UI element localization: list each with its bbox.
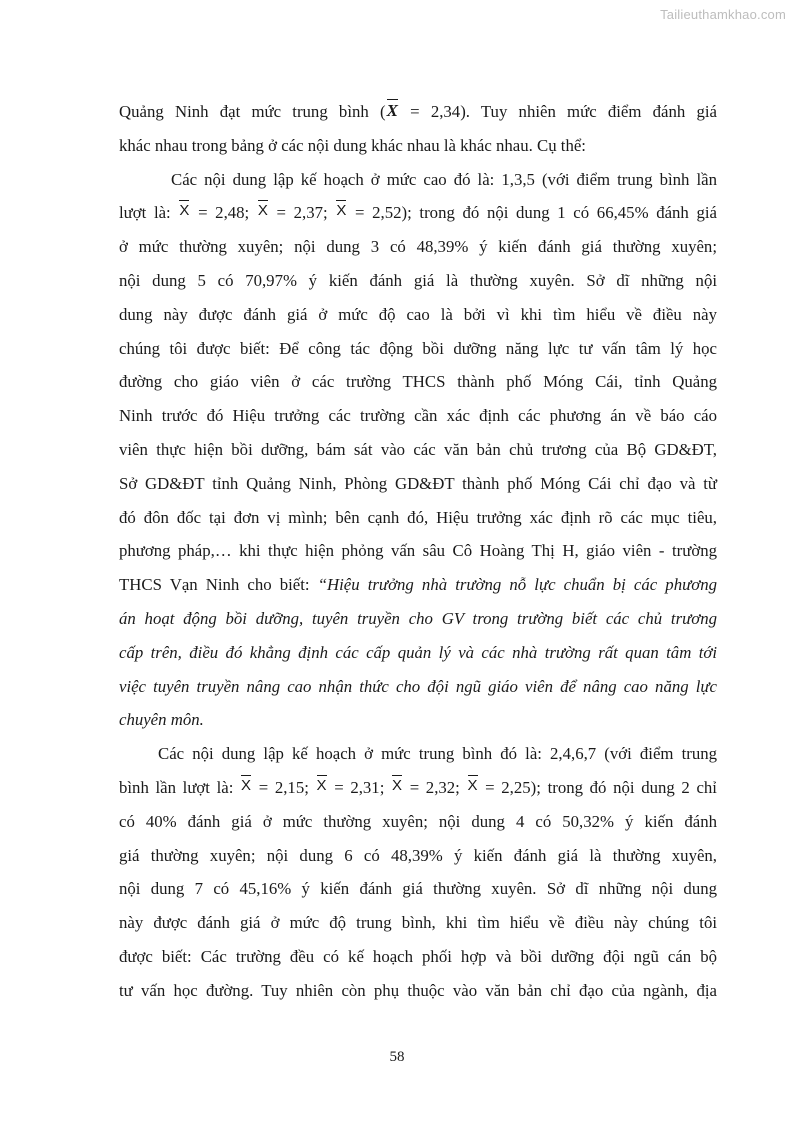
mean-symbol: X [241, 776, 252, 794]
text-line: có 40% đánh giá ở mức thường xuyên; nội dung 4 có 50,32% ý kiến đánh [119, 811, 717, 831]
text-line: chúng tôi được biết: Để công tác động bồi dưỡng năng lực tư vấn tâm lý học [119, 338, 717, 358]
text-segment: = 2,31; [327, 777, 392, 797]
mean-symbol: X [386, 101, 398, 120]
text-line: nội dung 5 có 70,97% ý kiến đánh giá là thường xuyên. Sở dĩ những nội [119, 270, 717, 290]
text-line: được biết: Các trường đều có kế hoạch phối hợp và bồi dưỡng đội ngũ cán bộ [119, 946, 717, 966]
text-segment: = 2,32; [403, 777, 467, 797]
mean-symbol: X [467, 776, 478, 794]
text-line: Ninh trước đó Hiệu trưởng các trường cần xác định các phương án về báo cáo [119, 406, 717, 426]
quote-line: việc tuyên truyền nâng cao nhận thức cho đội ngũ giáo viên để nâng cao năng lực [119, 676, 717, 696]
text-line: tư vấn học đường. Tuy nhiên còn phụ thuộc vào văn bản chỉ đạo của ngành, địa [119, 980, 717, 1000]
text-segment: = 2,34). Tuy nhiên mức điểm đánh giá [398, 102, 717, 121]
text-line: Sở GD&ĐT tỉnh Quảng Ninh, Phòng GD&ĐT thành phố Móng Cái chỉ đạo và từ [119, 473, 717, 493]
quote-line: chuyên môn. [119, 710, 204, 730]
text-line: Các nội dung lập kế hoạch ở mức trung bình đó là: 2,4,6,7 (với điểm trung [158, 744, 717, 764]
text-segment: = 2,48; [190, 203, 257, 223]
text-line: ở mức thường xuyên; nội dung 3 có 48,39% ý kiến đánh giá thường xuyên; [119, 237, 717, 257]
text-line: Các nội dung lập kế hoạch ở mức cao đó là: 1,3,5 (với điểm trung bình lần [171, 169, 717, 189]
text-line: phương pháp,… khi thực hiện phỏng vấn sâu Cô Hoàng Thị H, giáo viên - trường [119, 541, 717, 561]
text-segment: bình lần lượt là: [119, 777, 241, 797]
text-line [119, 196, 717, 230]
text-segment: = 2,15; [252, 777, 316, 797]
text-line [119, 771, 717, 805]
text-line: khác nhau trong bảng ở các nội dung khác nhau là khác nhau. Cụ thể: [119, 135, 586, 155]
text-line [119, 95, 717, 129]
quote-segment: “Hiệu trưởng nhà trường nỗ lực chuẩn bị các phương [317, 575, 717, 595]
text-line: đường cho giáo viên ở các trường THCS thành phố Móng Cái, tỉnh Quảng [119, 372, 717, 392]
watermark-text: Tailieuthamkhao.com [660, 7, 786, 22]
text-line: viên thực hiện bồi dưỡng, bám sát vào các văn bản chủ trương của Bộ GD&ĐT, [119, 439, 717, 459]
mean-symbol: X [257, 202, 268, 220]
document-body [119, 95, 717, 1008]
mean-symbol: X [392, 776, 403, 794]
text-segment: Quảng Ninh đạt mức trung bình ( [119, 102, 386, 121]
text-segment: = 2,25); trong đó nội dung 2 chỉ [478, 777, 717, 797]
text-line: dung này được đánh giá ở mức độ cao là bởi vì khi tìm hiểu về điều này [119, 304, 717, 324]
text-segment: lượt là: [119, 203, 179, 223]
text-segment: = 2,52); trong đó nội dung 1 có 66,45% đánh giá [347, 203, 717, 223]
text-line: nội dung 7 có 45,16% ý kiến đánh giá thường xuyên. Sở dĩ những nội dung [119, 879, 717, 899]
text-segment: THCS Vạn Ninh cho biết: [119, 575, 318, 595]
mean-symbol: X [336, 202, 347, 220]
text-line: này được đánh giá ở mức độ trung bình, khi tìm hiểu về điều này chúng tôi [119, 913, 717, 933]
quote-line: án hoạt động bồi dưỡng, tuyên truyền cho GV trong trường biết các chủ trương [119, 608, 717, 628]
text-line [119, 568, 717, 602]
mean-symbol: X [316, 776, 327, 794]
text-line: giá thường xuyên; nội dung 6 có 48,39% ý kiến đánh giá là thường xuyên, [119, 845, 717, 865]
text-line: đó đôn đốc tại đơn vị mình; bên cạnh đó, Hiệu trưởng xác định rõ các mục tiêu, [119, 507, 717, 527]
mean-symbol: X [179, 202, 190, 220]
quote-line: cấp trên, điều đó khẳng định các cấp quản lý và các nhà trường rất quan tâm tới [119, 642, 717, 662]
page-number: 58 [389, 1049, 405, 1065]
text-segment: = 2,37; [268, 203, 336, 223]
